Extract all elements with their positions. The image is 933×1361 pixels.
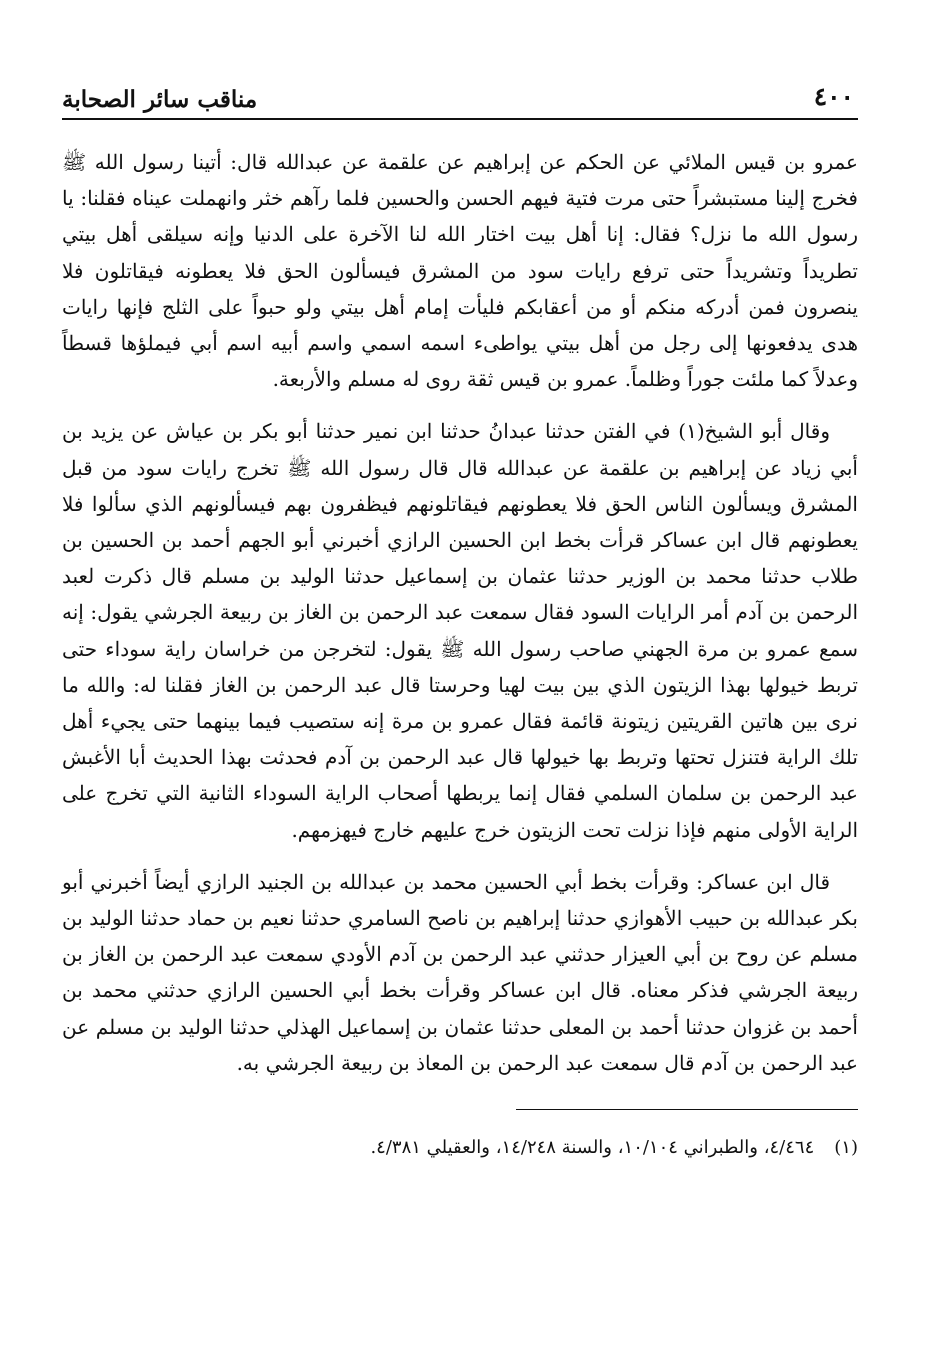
footnote-text: ٤/٤٦٤، والطبراني ١٠/١٠٤، والسنة ١٤/٢٤٨، والعقيلي ٤/٣٨١. <box>370 1137 815 1159</box>
page-number: ٤٠٠ <box>813 82 854 111</box>
running-header <box>62 78 858 120</box>
paragraph: قال ابن عساكر: وقرأت بخط أبي الحسين محمد بن عبدالله بن الجنيد الرازي أيضاً أخبرني أبو بكر عبدالله بن حبيب الأهوازي حدثنا إبراهيم بن ناصح السامري حدثنا نعيم بن حماد حدثنا الوليد بن مسلم عن روح بن أبي العيزار حدثني عبد الرحمن بن آدم الأودي سمعت عبد الرحمن بن الغاز بن ربيعة الجرشي فذكر معناه. قال ابن عساكر وقرأت بخط أبي الحسين الرازي حدثني محمد بن أحمد بن غزوان حدثنا أحمد بن المعلى حدثنا عثمان بن إسماعيل الهذلي حدثنا الوليد بن مسلم عن عبد الرحمن بن آدم قال سمعت عبد الرحمن بن المعاذ بن ربيعة الجرشي به. <box>62 869 858 1075</box>
body-text <box>62 144 858 1081</box>
chapter-title: مناقب سائر الصحابة <box>62 86 258 113</box>
footnote-divider <box>516 1109 858 1110</box>
footnote-marker: (١) <box>834 1137 858 1159</box>
book-page <box>62 78 858 1162</box>
paragraph: عمرو بن قيس الملائي عن الحكم عن إبراهيم عن علقمة عن عبدالله قال: أتينا رسول الله ﷺ فخرج إلينا مستبشراً حتى مرت فتية فيهم الحسن والحسين فلما رآهم خثر وانهملت عيناه فقلنا: يا رسول الله ما نزل؟ فقال: إنا أهل بيت اختار الله لنا الآخرة على الدنيا وإنه سيلقى أهل بيتي تطريداً وتشريداً حتى ترفع رايات سود من المشرق فيسألون الحق فلا يعطونه فيقاتلون فلا ينصرون فمن أدركه منكم أو من أعقابكم فليأت إمام أهل بيتي ولو حبواً على الثلج فإنها رايات هدى يدفعونها إلى رجل من أهل بيتي يواطىء اسمه اسمي واسم أبيه اسم أبي فيملؤها قسطاً وعدلاً كما ملئت جوراً وظلماً. عمرو بن قيس ثقة روى له مسلم والأربعة. <box>62 150 858 392</box>
paragraph: وقال أبو الشيخ(١) في الفتن حدثنا عبدانُ حدثنا ابن نمير حدثنا أبو بكر بن عياش عن يزيد بن أبي زياد عن إبراهيم بن علقمة عن عبدالله قال قال رسول الله ﷺ تخرج رايات سود من قبل المشرق ويسألون الناس الحق فلا يعطونهم فيقاتلونهم فيظفرون بهم فيسألونهم الذي سألوا فلا يعطونهم قال ابن عساكر قرأت بخط ابن الحسين الرازي أخبرني أبو الجهم أحمد بن الحسين بن طلاب حدثنا محمد بن الوزير حدثنا عثمان بن إسماعيل حدثنا الوليد بن مسلم قال ذكرت لعبد الرحمن بن آدم أمر الرايات السود فقال سمعت عبد الرحمن بن الغاز بن ربيعة الجرشي يقول: إنه سمع عمرو بن مرة الجهني صاحب رسول الله ﷺ يقول: لتخرجن من خراسان راية سوداء حتى تربط خيولها بهذا الزيتون الذي بين بيت لهيا وحرستا قال عبد الرحمن بن الغاز فقلنا له: والله ما نرى بين هاتين القريتين زيتونة قائمة فقال عمرو بن مرة إنه ستصيب فيما بينهما حتى يجيء أهل تلك الراية فتنزل تحتها وتربط بها خيولها قال عبد الرحمن بن آدم فحدثت بهذا الحديث أبا الأغبش عبد الرحمن بن سلمان السلمي فقال إنما يربطها أصحاب الراية السوداء الثانية التي تخرج على الراية الأولى منهم فإذا نزلت تحت الزيتون خرج عليهم خارج فيهزمهم. <box>62 419 859 842</box>
footnote <box>62 1134 858 1162</box>
